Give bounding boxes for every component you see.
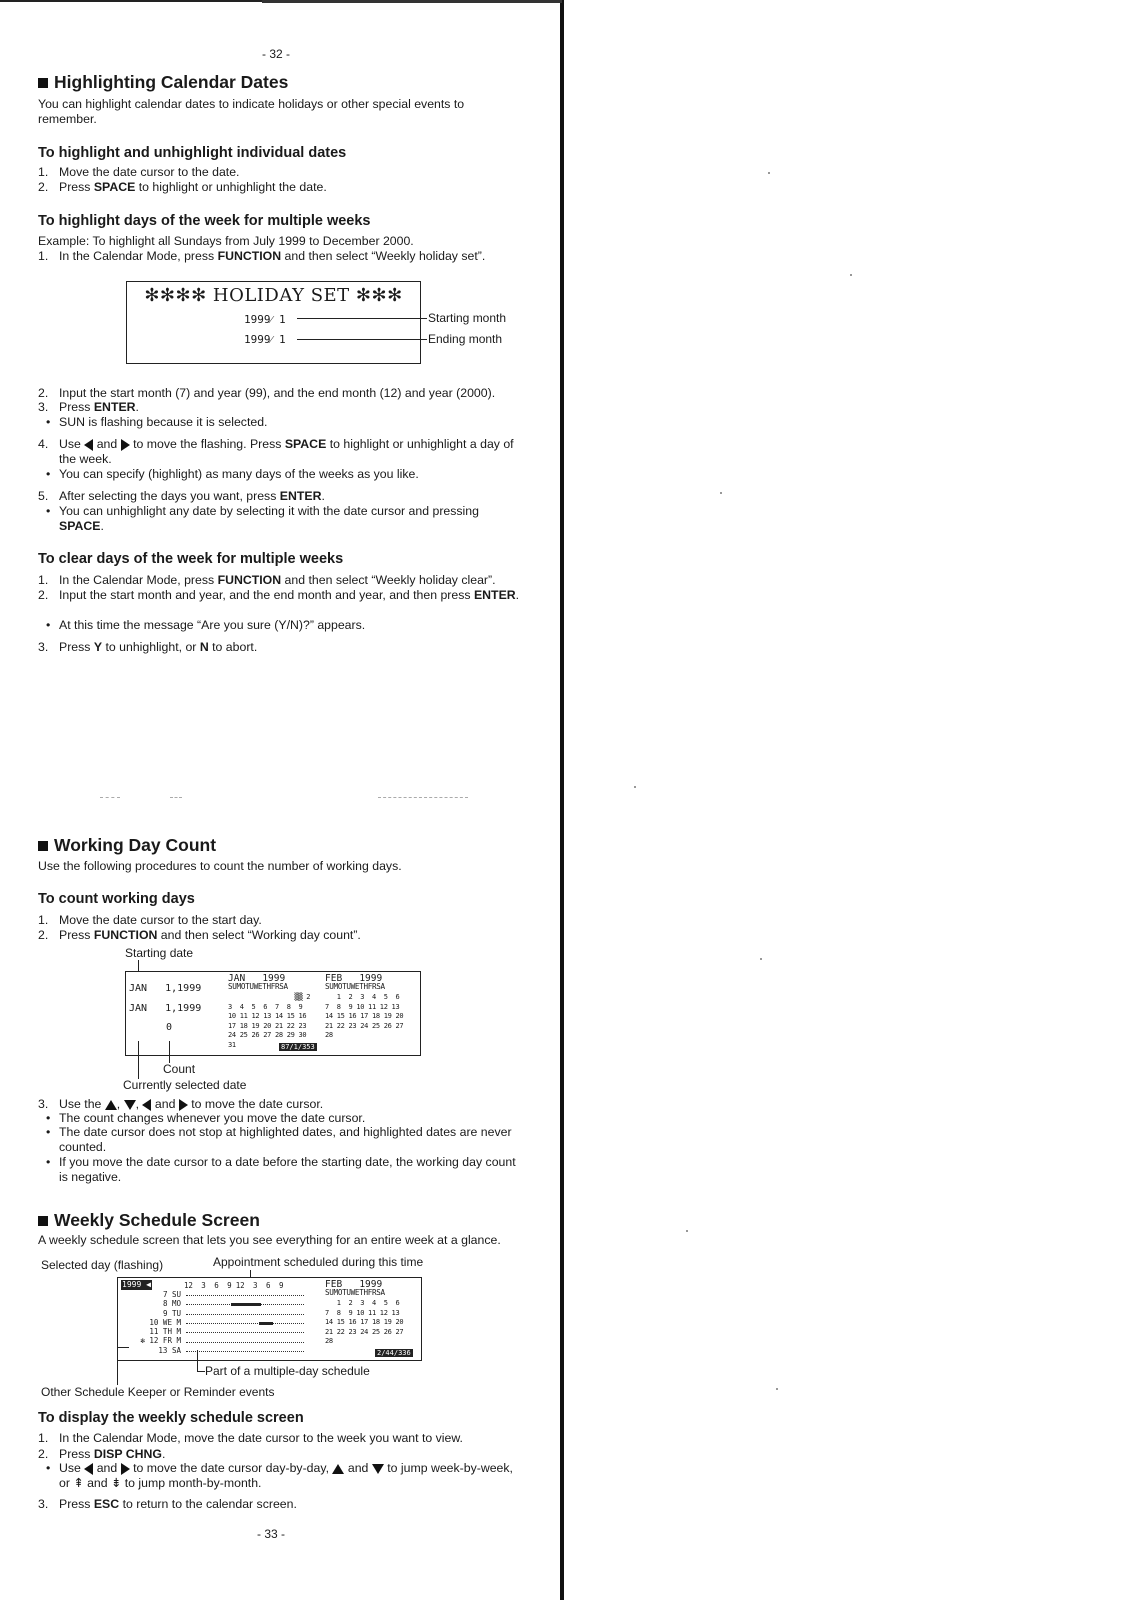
subsection-title: To highlight days of the week for multiple weeks — [38, 213, 371, 229]
left-arrow-icon — [84, 439, 93, 451]
calendar-week-row: 14 15 16 17 18 19 20 — [325, 1318, 404, 1326]
step-1: 1. Move the date cursor to the date. — [38, 165, 240, 179]
calendar-week-row: 17 18 19 20 21 22 23 — [228, 1021, 307, 1030]
appointment-block — [231, 1303, 261, 1306]
section-title-weekly: Weekly Schedule Screen — [38, 1210, 260, 1231]
calendar-week-row: 14 15 16 17 18 19 20 — [325, 1012, 404, 1020]
weekday-label: 11 TH M — [149, 1327, 181, 1337]
lcd-status: 87/1/353 — [281, 1043, 315, 1051]
bullet: • SUN is flashing because it is selected. — [46, 415, 268, 429]
bullet: • The date cursor does not stop at highlighted dates, and highlighted dates are never counted. — [46, 1125, 512, 1154]
section-title-working: Working Day Count — [38, 835, 216, 856]
right-arrow-icon — [179, 1099, 188, 1111]
calendar-week-row: 31 — [228, 1040, 236, 1049]
timeline-bar — [186, 1351, 304, 1352]
bullet: • You can unhighlight any date by selecting it with the date cursor and pressing SPACE. — [46, 504, 479, 533]
label-currently-selected: Currently selected date — [123, 1078, 247, 1092]
calendar-week-row: 24 25 26 27 28 29 30 — [228, 1031, 307, 1039]
step-3: 3. Use the , , and to move the date cursor. — [38, 1097, 324, 1111]
lcd-count: 0 — [166, 1022, 173, 1033]
step-3: 3. Press Y to unhighlight, or N to abort. — [38, 640, 258, 654]
weekday-label: 7 SU — [162, 1290, 181, 1299]
subsection-title: To clear days of the week for multiple weeks — [38, 551, 344, 567]
page-spine — [560, 0, 564, 1600]
double-down-arrow-icon: ⇟ — [111, 1475, 122, 1490]
lcd-title: ✻✻✻✻ HOLIDAY SET ✻✻✻ — [144, 285, 403, 306]
timeline-bar — [186, 1314, 304, 1315]
cal-feb-days: SUMOTUWETHFRSA — [325, 1288, 385, 1297]
step-3: 3. Press ENTER. — [38, 400, 139, 414]
lcd-hours: 12 3 6 9 12 3 6 9 — [184, 1281, 284, 1290]
intro-weekly: A weekly schedule screen that lets you see everything for an entire week at a glance. — [38, 1233, 501, 1247]
timeline-bar — [186, 1342, 304, 1343]
lcd-current-date: JAN 1,1999 — [129, 1003, 202, 1014]
down-arrow-icon — [372, 1464, 384, 1474]
lcd-end-month: 1999⁄ 1 — [244, 333, 286, 346]
label-ending-month: Ending month — [428, 332, 503, 346]
calendar-week-row: 28 — [325, 1031, 333, 1039]
step-3: 3. Press ESC to return to the calendar screen. — [38, 1497, 297, 1511]
bullet: • You can specify (highlight) as many days of the weeks as you like. — [46, 467, 419, 481]
bullet: • If you move the date cursor to a date before the starting date, the working day count is negative. — [46, 1155, 516, 1184]
bullet: • The count changes whenever you move the date cursor. — [46, 1111, 366, 1125]
calendar-week-row: 1 2 3 4 5 6 — [325, 993, 400, 1001]
step-4: 4. Use and to move the flashing. Press SPACE to highlight or unhighlight a day of the week. — [38, 437, 514, 466]
step-2: 2. Press FUNCTION and then select “Working day count”. — [38, 928, 361, 942]
weekday-label: 9 TU — [162, 1308, 181, 1318]
cal-feb-header: FEB 1999 — [325, 973, 383, 984]
label-starting-month: Starting month — [428, 311, 507, 325]
example-text: Example: To highlight all Sundays from July 1999 to December 2000. — [38, 234, 414, 248]
weekday-label: ✻ 12 FR M — [140, 1336, 181, 1346]
right-page-blank — [562, 0, 1131, 1600]
calendar-week-row: 7 8 9 10 11 12 13 — [325, 1308, 400, 1317]
bullet: • Use and to move the date cursor day-by-day, and to jump week-by-week, or ⇞ and ⇟ to jump month-by-month. — [46, 1461, 513, 1490]
calendar-week-row: 21 22 23 24 25 26 27 — [325, 1327, 404, 1336]
bullet: • At this time the message “Are you sure (Y/N)?” appears. — [46, 618, 366, 632]
holiday-set-lcd — [126, 281, 421, 364]
cal-feb-grid — [325, 993, 417, 1041]
label-starting-date: Starting date — [125, 946, 194, 960]
weekly-schedule-lcd — [117, 1277, 422, 1361]
timeline-bar — [186, 1323, 304, 1324]
up-arrow-icon — [332, 1464, 344, 1474]
right-arrow-icon — [121, 439, 130, 451]
subsection-title: To highlight and unhighlight individual dates — [38, 145, 347, 161]
step-1: 1. In the Calendar Mode, press FUNCTION and then select “Weekly holiday clear”. — [38, 573, 496, 587]
timeline-bar — [186, 1332, 304, 1333]
weekday-label: 10 WE M — [149, 1317, 181, 1327]
cal-jan-grid — [228, 993, 320, 1050]
cal-feb-days: SUMOTUWETHFRSA — [325, 982, 385, 991]
lcd-status: 2/44/336 — [377, 1349, 411, 1357]
step-1: 1. Move the date cursor to the start day. — [38, 913, 262, 927]
down-arrow-icon — [124, 1100, 136, 1110]
label-count: Count — [163, 1062, 196, 1076]
step-1: 1. In the Calendar Mode, move the date cursor to the week you want to view. — [38, 1431, 463, 1445]
lcd-start-date: JAN 1,1999 — [129, 983, 202, 994]
intro-working: Use the following procedures to count the number of working days. — [38, 859, 402, 873]
lcd-week-year: 1999 ◀ — [122, 1280, 151, 1289]
bullet-square-icon — [38, 841, 48, 851]
cal-feb-grid — [325, 1299, 417, 1347]
label-selected-day: Selected day (flashing) — [41, 1258, 164, 1272]
page-number-bottom: - 33 - — [257, 1527, 286, 1541]
subsection-title: To display the weekly schedule screen — [38, 1410, 304, 1426]
weekday-label: 13 SA — [158, 1345, 181, 1355]
weekday-label: 8 MO — [162, 1299, 181, 1309]
lcd-time-bars — [186, 1292, 304, 1358]
step-2: 2. Press SPACE to highlight or unhighlight the date. — [38, 180, 327, 194]
label-other-events: Other Schedule Keeper or Reminder events — [41, 1385, 275, 1399]
label-appointment: Appointment scheduled during this time — [213, 1255, 424, 1269]
calendar-week-row: 21 22 23 24 25 26 27 — [325, 1021, 404, 1030]
bullet-square-icon — [38, 78, 48, 88]
step-2: 2. Input the start month and year, and the end month and year, and then press ENTER. — [38, 588, 520, 602]
calendar-week-row: 1 2 3 4 5 6 — [325, 1299, 400, 1307]
lcd-day-list — [121, 1290, 183, 1355]
calendar-week-row: 28 — [325, 1337, 333, 1345]
lcd-start-month: 1999⁄ 1 — [244, 313, 286, 326]
timeline-bar — [186, 1295, 304, 1296]
step-2: 2. Press DISP CHNG. — [38, 1447, 166, 1461]
bullet-square-icon — [38, 1216, 48, 1226]
calendar-week-row: ▒▒ 2 — [228, 993, 311, 1001]
calendar-week-row: 10 11 12 13 14 15 16 — [228, 1012, 307, 1020]
calendar-week-row: 3 4 5 6 7 8 9 — [228, 1002, 303, 1011]
double-up-arrow-icon: ⇞ — [73, 1475, 84, 1490]
right-arrow-icon — [121, 1463, 130, 1475]
subsection-title: To count working days — [38, 891, 195, 907]
up-arrow-icon — [105, 1100, 117, 1110]
intro-highlighting: You can highlight calendar dates to indicate holidays or other special events to remember. — [38, 97, 465, 126]
step-1: 1. In the Calendar Mode, press FUNCTION and then select “Weekly holiday set”. — [38, 249, 486, 263]
section-title-highlighting: Highlighting Calendar Dates — [38, 72, 288, 93]
page-number-top: - 32 - — [262, 47, 291, 61]
left-arrow-icon — [84, 1463, 93, 1475]
cal-feb-header: FEB 1999 — [325, 1279, 383, 1290]
label-multi-day: Part of a multiple-day schedule — [205, 1364, 370, 1378]
calendar-week-row: 7 8 9 10 11 12 13 — [325, 1002, 400, 1011]
step-2: 2. Input the start month (7) and year (99), and the end month (12) and year (2000). — [38, 386, 496, 400]
scan-edge — [0, 0, 562, 9]
cal-jan-days: SUMOTUWETHFRSA — [228, 982, 288, 991]
step-5: 5. After selecting the days you want, press ENTER. — [38, 489, 325, 503]
cal-jan-header: JAN 1999 — [228, 973, 286, 984]
appointment-block — [259, 1322, 273, 1325]
